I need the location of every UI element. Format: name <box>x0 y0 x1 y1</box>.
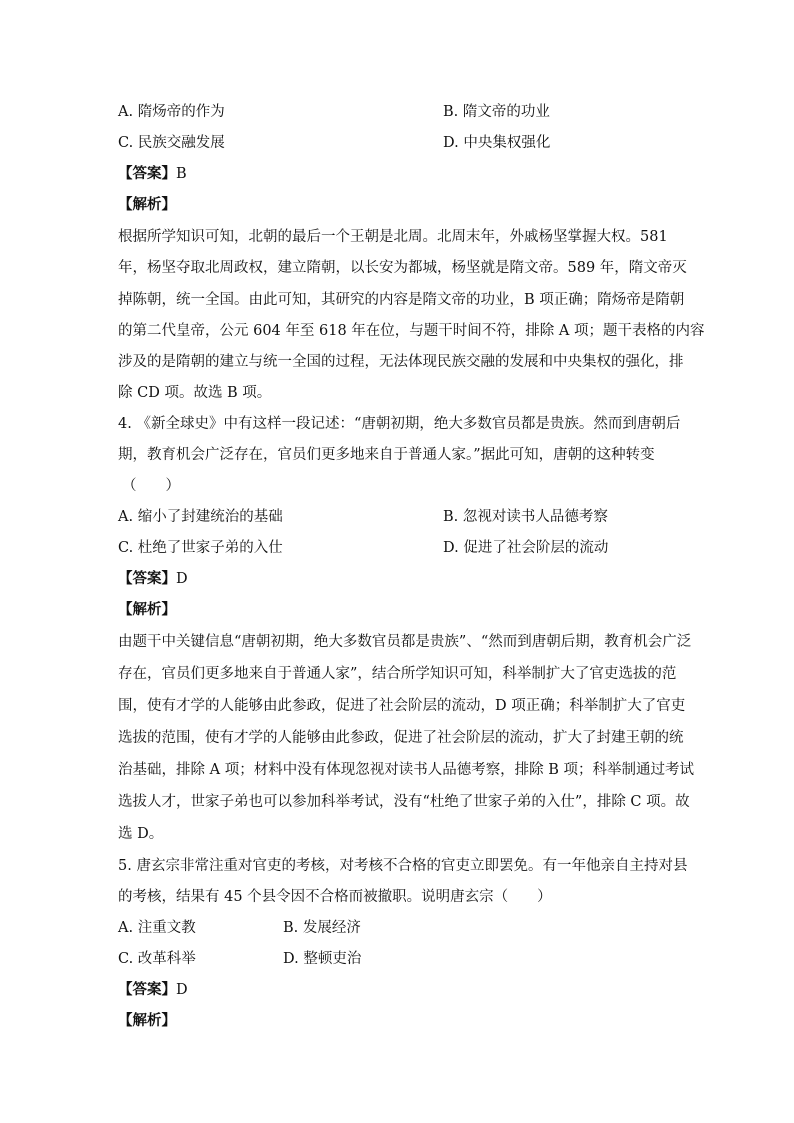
q4-analysis-label: 【解析】 <box>118 601 176 618</box>
answer-label: 【答案】 <box>118 570 176 587</box>
q4-analysis-line: 治基础，排除 A 项；材料中没有体现忽视对读书人品德考察，排除 B 项；科举制通过考试 <box>118 762 695 778</box>
q3-analysis-line: 除 CD 项。故选 B 项。 <box>118 385 272 401</box>
q4-option-b: B. 忽视对读书人品德考察 <box>443 509 608 525</box>
q5-option-d: D. 整顿吏治 <box>283 951 362 967</box>
q4-stem-line: 期，教育机会广泛存在，官员们更多地来自于普通人家。”据此可知，唐朝的这种转变 <box>118 447 655 463</box>
q5-stem-line: 5. 唐玄宗非常注重对官吏的考核，对考核不合格的官吏立即罢免。有一年他亲自主持对县 <box>118 858 688 874</box>
q3-option-b: B. 隋文帝的功业 <box>443 104 550 120</box>
answer-value: D <box>176 982 188 998</box>
q3-analysis-line: 掉陈朝，统一全国。由此可知，其研究的内容是隋文帝的功业，B 项正确；隋炀帝是隋朝 <box>118 292 685 308</box>
q4-analysis-line: 选 D。 <box>118 826 164 842</box>
q3-analysis-label: 【解析】 <box>118 196 176 213</box>
q4-analysis-line: 选拔的范围，使有才学的人能够由此参政，促进了社会阶层的流动，扩大了封建王朝的统 <box>118 730 684 746</box>
q4-analysis-line: 由题干中关键信息“唐朝初期，绝大多数官员都是贵族”、“然而到唐朝后期，教育机会广泛 <box>118 634 692 650</box>
q4-analysis-line: 选拔人才，世家子弟也可以参加科举考试，没有“杜绝了世家子弟的入仕”，排除 C 项。故 <box>118 794 690 810</box>
q4-analysis-line: 存在，官员们更多地来自于普通人家”，结合所学知识可知，科举制扩大了官吏选拔的范 <box>118 666 677 682</box>
q5-answer <box>118 980 678 1000</box>
q4-option-a: A. 缩小了封建统治的基础 <box>118 509 283 525</box>
q3-analysis-line: 根据所学知识可知，北朝的最后一个王朝是北周。北周末年，外戚杨坚掌握大权。581 <box>118 229 668 245</box>
q4-option-d: D. 促进了社会阶层的流动 <box>443 540 609 556</box>
q5-option-b: B. 发展经济 <box>283 920 361 936</box>
q5-option-c: C. 改革科举 <box>118 951 196 967</box>
answer-value: B <box>176 166 187 182</box>
q3-option-a: A. 隋炀帝的作为 <box>118 104 225 120</box>
q3-analysis-line: 年，杨坚夺取北周政权，建立隋朝，以长安为都城，杨坚就是隋文帝。589 年，隋文帝灭 <box>118 260 687 276</box>
q5-analysis-label: 【解析】 <box>118 1012 176 1029</box>
q4-stem-line: 4. 《新全球史》中有这样一段记述：“唐朝初期，绝大多数官员都是贵族。然而到唐朝后 <box>118 416 681 432</box>
answer-value: D <box>176 571 188 587</box>
q4-answer <box>118 569 678 589</box>
q3-option-d: D. 中央集权强化 <box>443 135 551 151</box>
q3-answer <box>118 164 678 184</box>
q3-analysis-line: 涉及的是隋朝的建立与统一全国的过程，无法体现民族交融的发展和中央集权的强化，排 <box>118 354 684 370</box>
q4-answer-blank: （ ） <box>122 478 180 494</box>
answer-label: 【答案】 <box>118 981 176 998</box>
q5-option-a: A. 注重文教 <box>118 920 196 936</box>
q4-option-c: C. 杜绝了世家子弟的入仕 <box>118 540 283 556</box>
q3-option-c: C. 民族交融发展 <box>118 135 225 151</box>
answer-label: 【答案】 <box>118 165 176 182</box>
q3-analysis-line: 的第二代皇帝，公元 604 年至 618 年在位，与题干时间不符，排除 A 项；题干表格的内容 <box>118 323 705 339</box>
q5-stem-line: 的考核，结果有 45 个县令因不合格而被撤职。说明唐玄宗（ ） <box>118 889 552 905</box>
q4-analysis-line: 围，使有才学的人能够由此参政，促进了社会阶层的流动，D 项正确；科举制扩大了官吏 <box>118 698 686 714</box>
